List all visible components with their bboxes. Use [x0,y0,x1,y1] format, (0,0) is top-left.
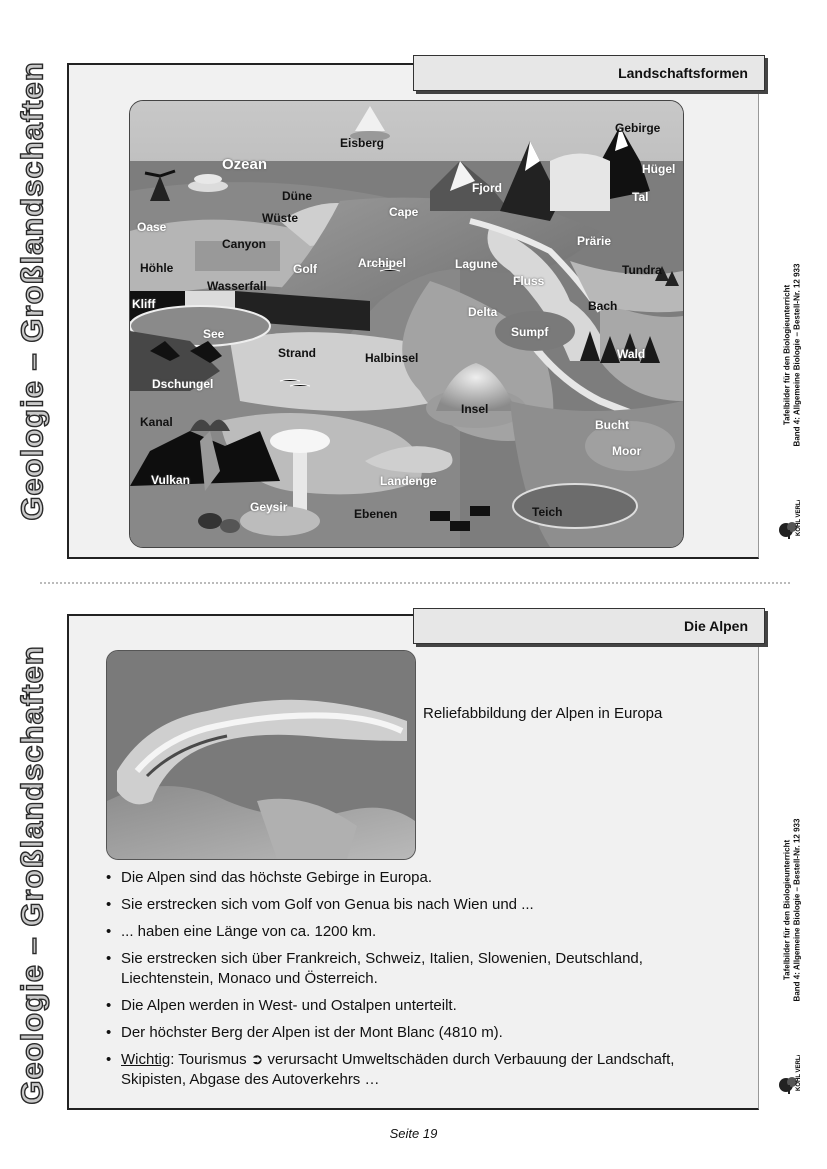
section-title-alps: Die Alpen [413,608,765,644]
label-geysir: Geysir [250,500,288,514]
label-halbinsel: Halbinsel [365,351,419,365]
label-cape: Cape [389,205,419,219]
svg-text:KOHL VERLAG: KOHL VERLAG [796,1055,802,1091]
label-kliff: Kliff [132,297,156,311]
label-huegel: Hügel [642,162,676,176]
label-wueste: Wüste [262,211,298,225]
label-dschungel: Dschungel [152,377,214,391]
section-divider [40,582,790,584]
svg-text:KOHL VERLAG: KOHL VERLAG [796,500,802,536]
section-title-landforms: Landschaftsformen [413,55,765,91]
list-item: • ... haben eine Länge von ca. 1200 km. [104,922,724,942]
label-gebirge: Gebirge [615,121,661,135]
list-item: • Sie erstrecken sich über Frankreich, Schweiz, Italien, Slowenien, Deutschland, Liechtenstein, Monaco und Österreich. [104,949,724,989]
alps-relief-image [106,650,416,860]
label-oase: Oase [137,220,167,234]
publisher-logo [776,1055,804,1095]
label-eisberg: Eisberg [340,136,385,150]
label-fjord: Fjord [472,181,502,195]
page-number: Seite 19 [389,1126,438,1141]
label-ebenen: Ebenen [354,507,398,521]
label-tal: Tal [632,190,649,204]
important-text: : Tourismus ➲ verursacht Umweltschäden durch Verbauung der Landschaft, Skipisten, Abgase des Autoverkehrs … [121,1051,675,1088]
label-lagune: Lagune [455,257,498,271]
label-teich: Teich [532,505,563,519]
label-ozean: Ozean [222,156,268,173]
label-delta: Delta [468,305,498,319]
label-insel: Insel [461,402,489,416]
label-golf: Golf [293,262,317,276]
label-see: See [203,327,225,341]
alps-facts-list [104,868,724,1097]
publisher-logo [776,500,804,540]
label-duene: Düne [282,189,312,203]
label-bach: Bach [588,299,618,313]
label-hoehle: Höhle [140,261,174,275]
label-canyon: Canyon [222,237,267,251]
list-item: • Die Alpen sind das höchste Gebirge in Europa. [104,868,724,888]
label-bucht: Bucht [595,418,629,432]
publisher-info-bottom: Tafelbilder für den Biologieunterricht Band 4: Allgemeine Biologie – Bestell-Nr. 12 933 [782,818,801,1002]
label-fluss: Fluss [513,274,545,288]
publisher-info-top: Tafelbilder für den Biologieunterricht Band 4: Allgemeine Biologie – Bestell-Nr. 12 933 [782,263,801,447]
label-tundra: Tundra [622,263,662,277]
sidebar-title-bottom: Geologie – Großlandschaften [15,645,51,1105]
list-item: • Die Alpen werden in West- und Ostalpen unterteilt. [104,996,724,1016]
label-kanal: Kanal [140,415,173,429]
landforms-illustration [129,100,684,548]
image-caption: Reliefabbildung der Alpen in Europa [423,705,663,722]
important-keyword: Wichtig [121,1051,171,1068]
list-item-important [104,1050,724,1090]
sidebar-title-top: Geologie – Großlandschaften [15,61,51,521]
list-item: • Sie erstrecken sich vom Golf von Genua bis nach Wien und ... [104,895,724,915]
label-wald: Wald [617,347,646,361]
label-vulkan: Vulkan [151,473,190,487]
label-landenge: Landenge [380,474,437,488]
list-item: • Der höchster Berg der Alpen ist der Mont Blanc (4810 m). [104,1023,724,1043]
label-sumpf: Sumpf [511,325,549,339]
label-strand: Strand [278,346,317,360]
label-praerie: Prärie [577,234,612,248]
label-wasserfall: Wasserfall [207,279,267,293]
label-moor: Moor [612,444,642,458]
label-archipel: Archipel [358,256,407,270]
